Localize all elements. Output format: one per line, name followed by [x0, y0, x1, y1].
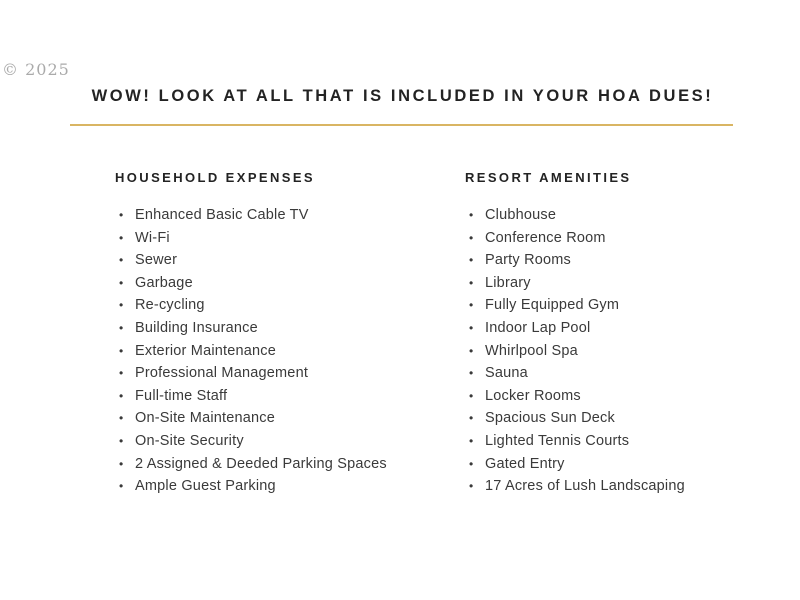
column-household-expenses [115, 170, 465, 498]
bullet-icon: • [469, 253, 474, 268]
list-item [465, 475, 755, 498]
bullet-icon: • [119, 298, 124, 313]
list-item [115, 407, 465, 430]
list-item-label: Sauna [485, 365, 528, 382]
bullet-icon: • [469, 208, 474, 222]
list-item [465, 340, 755, 363]
list-item-label: On-Site Security [135, 432, 244, 449]
bullet-icon: • [119, 456, 124, 471]
list-item [465, 317, 755, 340]
bullet-icon: • [469, 479, 474, 494]
list-item [115, 317, 465, 340]
bullet-icon: • [119, 479, 124, 494]
list-item [115, 272, 465, 295]
list-item [115, 475, 465, 498]
household-expenses-list [115, 204, 465, 498]
list-item-label: Indoor Lap Pool [485, 319, 591, 336]
title-divider [70, 124, 733, 126]
list-item [115, 294, 465, 317]
bullet-icon: • [119, 366, 124, 381]
bullet-icon: • [469, 320, 474, 335]
bullet-icon: • [119, 253, 124, 268]
list-item [465, 430, 755, 453]
list-item [115, 385, 465, 408]
list-item-label: Exterior Maintenance [135, 342, 277, 359]
list-item [465, 204, 755, 227]
list-item-label: 17 Acres of Lush Landscaping [485, 478, 685, 495]
list-item-label: Building Insurance [135, 319, 258, 336]
list-item [115, 340, 465, 363]
page-title: WOW! LOOK AT ALL THAT IS INCLUDED IN YOUR HOA DUES! [91, 87, 714, 105]
bullet-icon: • [119, 388, 124, 403]
list-item [465, 362, 755, 385]
list-item-label: Full-time Staff [135, 387, 228, 404]
list-item-label: Re-cycling [135, 297, 205, 314]
list-item-label: 2 Assigned & Deeded Parking Spaces [135, 455, 387, 472]
bullet-icon: • [469, 456, 474, 471]
list-item-label: Lighted Tennis Courts [485, 432, 630, 449]
column-heading: RESORT AMENITIES [465, 170, 632, 185]
list-item [465, 385, 755, 408]
bullet-icon: • [469, 230, 474, 245]
bullet-icon: • [469, 366, 474, 381]
list-item-label: Fully Equipped Gym [485, 297, 620, 314]
list-item [115, 362, 465, 385]
list-item-label: On-Site Maintenance [135, 410, 276, 427]
list-item-label: Garbage [135, 274, 193, 291]
column-resort-amenities [465, 170, 755, 498]
list-item-label: Gated Entry [485, 455, 565, 472]
list-item-label: Ample Guest Parking [135, 478, 276, 495]
column-heading: HOUSEHOLD EXPENSES [115, 170, 315, 185]
bullet-icon: • [119, 230, 124, 245]
list-item-label: Sewer [135, 252, 178, 269]
list-item-label: Conference Room [485, 229, 606, 246]
content-columns [115, 170, 755, 498]
resort-amenities-list [465, 204, 755, 498]
list-item-label: Clubhouse [485, 207, 557, 223]
bullet-icon: • [119, 320, 124, 335]
list-item-label: Library [485, 274, 531, 291]
list-item [465, 249, 755, 272]
bullet-icon: • [469, 343, 474, 358]
bullet-icon: • [469, 388, 474, 403]
list-item [115, 227, 465, 250]
list-item-label: Wi-Fi [135, 229, 170, 246]
list-item [115, 204, 465, 227]
bullet-icon: • [119, 433, 124, 448]
list-item-label: Whirlpool Spa [485, 342, 578, 359]
list-item [465, 272, 755, 295]
bullet-icon: • [119, 411, 124, 426]
bullet-icon: • [469, 298, 474, 313]
bullet-icon: • [119, 343, 124, 358]
list-item-label: Locker Rooms [485, 387, 581, 404]
bullet-icon: • [469, 275, 474, 290]
list-item [465, 453, 755, 476]
list-item [115, 430, 465, 453]
list-item-label: Spacious Sun Deck [485, 410, 615, 427]
bullet-icon: • [119, 275, 124, 290]
list-item [465, 407, 755, 430]
list-item [465, 294, 755, 317]
list-item-label: Party Rooms [485, 252, 571, 269]
copyright-watermark: © 2025 [2, 60, 70, 79]
bullet-icon: • [469, 433, 474, 448]
list-item [465, 227, 755, 250]
bullet-icon: • [469, 411, 474, 426]
list-item [115, 453, 465, 476]
bullet-icon: • [119, 208, 124, 222]
list-item [115, 249, 465, 272]
list-item-label: Professional Management [135, 365, 309, 382]
list-item-label: Enhanced Basic Cable TV [135, 207, 309, 223]
